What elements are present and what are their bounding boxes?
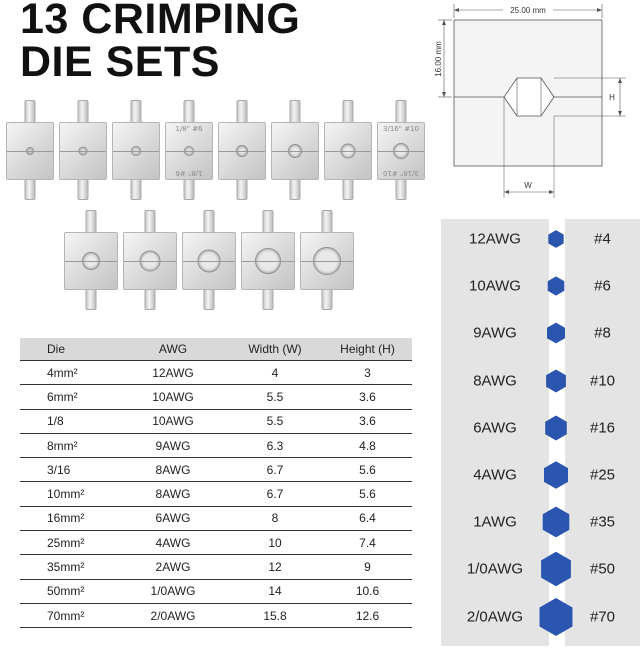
die-block [300,232,354,290]
die-photos-row-1 [4,100,427,200]
die-photo [62,210,120,310]
table-row [20,531,412,555]
cell-die: 10mm² [20,482,119,506]
die-block [182,232,236,290]
die-photo [269,100,321,200]
die-etch-top: 3/16" #10 [383,125,419,133]
cell-width: 6.7 [227,458,323,482]
cell-width: 6.7 [227,482,323,506]
table-row [20,482,412,506]
die-etch-top: 1/8" #6 [175,125,203,133]
die-block [59,122,107,180]
size-chart-row [441,502,640,542]
table-row [20,409,412,433]
col-header-height: Height (H) [323,338,412,361]
die-hole [393,143,409,159]
stud-size-label: #50 [589,560,616,578]
size-chart-row [441,408,640,448]
die-hole [198,250,221,273]
table-row [20,385,412,409]
die-hole [255,248,281,274]
die-spec-table [20,338,412,628]
title-line-1: 13 CRIMPING [20,0,301,43]
cell-height: 7.4 [323,531,412,555]
height-arrow-top [442,20,446,25]
col-header-awg: AWG [119,338,227,361]
stud-size-label: #25 [589,466,616,484]
cell-width: 15.8 [227,603,323,627]
hex-size-mark [545,415,567,440]
die-photo [322,100,374,200]
die-photo [180,210,238,310]
cell-width: 5.5 [227,409,323,433]
cell-height: 3.6 [323,409,412,433]
awg-label: 8AWG [473,372,517,390]
table-row [20,555,412,579]
awg-label: 10AWG [469,277,521,295]
die-block [165,122,213,180]
w-label: W [524,181,532,190]
cell-height: 9 [323,555,412,579]
die-etch-bottom: 1/8" #6 [175,169,203,177]
die-block [6,122,54,180]
die-photo [121,210,179,310]
cell-die: 70mm² [20,603,119,627]
die-block [271,122,319,180]
cell-awg: 2/0AWG [119,603,227,627]
cell-die: 1/8 [20,409,119,433]
die-photo [216,100,268,200]
cell-awg: 2AWG [119,555,227,579]
stud-size-label: #70 [589,608,616,626]
cell-die: 50mm² [20,579,119,603]
table-row [20,506,412,530]
cell-die: 4mm² [20,361,119,385]
awg-label: 12AWG [469,230,521,248]
die-photo [110,100,162,200]
table-row [20,458,412,482]
height-arrow-bottom [442,92,446,97]
w-arrow-left [504,190,509,194]
hex-size-mark [548,277,565,296]
stud-size-label: #6 [594,277,611,295]
die-block [324,122,372,180]
size-chart-row [441,266,640,306]
width-label: 25.00 mm [510,6,546,15]
title-line-2: DIE SETS [20,38,220,86]
die-hole [184,146,194,156]
size-chart-row [441,597,640,637]
table-row [20,579,412,603]
hex-size-mark [548,230,563,248]
size-chart-row [441,549,640,589]
cell-awg: 12AWG [119,361,227,385]
die-hole [131,146,141,156]
cell-die: 6mm² [20,385,119,409]
stud-size-label: #16 [589,419,616,437]
stud-size-label: #8 [594,324,611,342]
awg-size-chart [441,219,640,646]
stud-size-label: #10 [589,372,616,390]
cell-awg: 10AWG [119,409,227,433]
awg-label: 6AWG [473,419,517,437]
table-row [20,603,412,627]
cell-die: 16mm² [20,506,119,530]
die-hole [288,144,302,158]
cell-die: 3/16 [20,458,119,482]
cell-awg: 10AWG [119,385,227,409]
stud-size-label: #35 [589,513,616,531]
cell-width: 10 [227,531,323,555]
cell-height: 5.6 [323,482,412,506]
die-block [377,122,425,180]
cell-awg: 8AWG [119,482,227,506]
die-hole [313,247,341,275]
die-photo [57,100,109,200]
height-label: 16.00 mm [434,41,443,77]
cell-height: 3 [323,361,412,385]
die-hole [140,251,161,272]
table-header-row [20,338,412,361]
die-hole [79,147,88,156]
die-block [241,232,295,290]
die-photo [298,210,356,310]
die-photo [4,100,56,200]
hex-size-mark [546,369,566,392]
die-photo [163,100,215,200]
cell-height: 4.8 [323,433,412,457]
table-row [20,433,412,457]
die-hole [236,145,248,157]
cell-die: 35mm² [20,555,119,579]
col-header-die: Die [20,338,119,361]
die-photos-row-2 [62,210,356,310]
stud-size-label: #4 [594,230,611,248]
die-photo [239,210,297,310]
cell-width: 14 [227,579,323,603]
die-etch-bottom: 3/16" #10 [383,169,419,177]
awg-label: 9AWG [473,324,517,342]
die-hole [26,147,34,155]
col-header-width: Width (W) [227,338,323,361]
h-label: H [609,93,615,102]
page-title [20,0,300,84]
awg-label: 4AWG [473,466,517,484]
cell-height: 3.6 [323,385,412,409]
w-arrow-right [549,190,554,194]
cell-height: 5.6 [323,458,412,482]
die-hole [341,144,356,159]
awg-label: 1/0AWG [466,560,524,578]
cell-die: 25mm² [20,531,119,555]
die-block [64,232,118,290]
size-chart-row [441,455,640,495]
cell-awg: 8AWG [119,458,227,482]
cell-height: 10.6 [323,579,412,603]
cell-die: 8mm² [20,433,119,457]
die-dimension-diagram [430,0,640,205]
cell-awg: 9AWG [119,433,227,457]
die-block [123,232,177,290]
size-chart-row [441,313,640,353]
cell-width: 5.5 [227,385,323,409]
cell-height: 6.4 [323,506,412,530]
h-arrow-bottom [618,111,622,116]
die-hole [82,252,100,270]
size-chart-row [441,219,640,259]
cell-awg: 1/0AWG [119,579,227,603]
die-block [218,122,266,180]
cell-awg: 4AWG [119,531,227,555]
hex-size-mark [547,323,565,344]
die-photo [375,100,427,200]
table-row [20,361,412,385]
cell-awg: 6AWG [119,506,227,530]
awg-label: 2/0AWG [466,608,524,626]
size-chart-row [441,361,640,401]
cell-width: 4 [227,361,323,385]
h-arrow-top [618,78,622,83]
width-arrow-right [597,8,602,12]
width-arrow-left [454,8,459,12]
cell-width: 8 [227,506,323,530]
cell-height: 12.6 [323,603,412,627]
die-block [112,122,160,180]
cell-width: 12 [227,555,323,579]
cell-width: 6.3 [227,433,323,457]
awg-label: 1AWG [473,513,517,531]
